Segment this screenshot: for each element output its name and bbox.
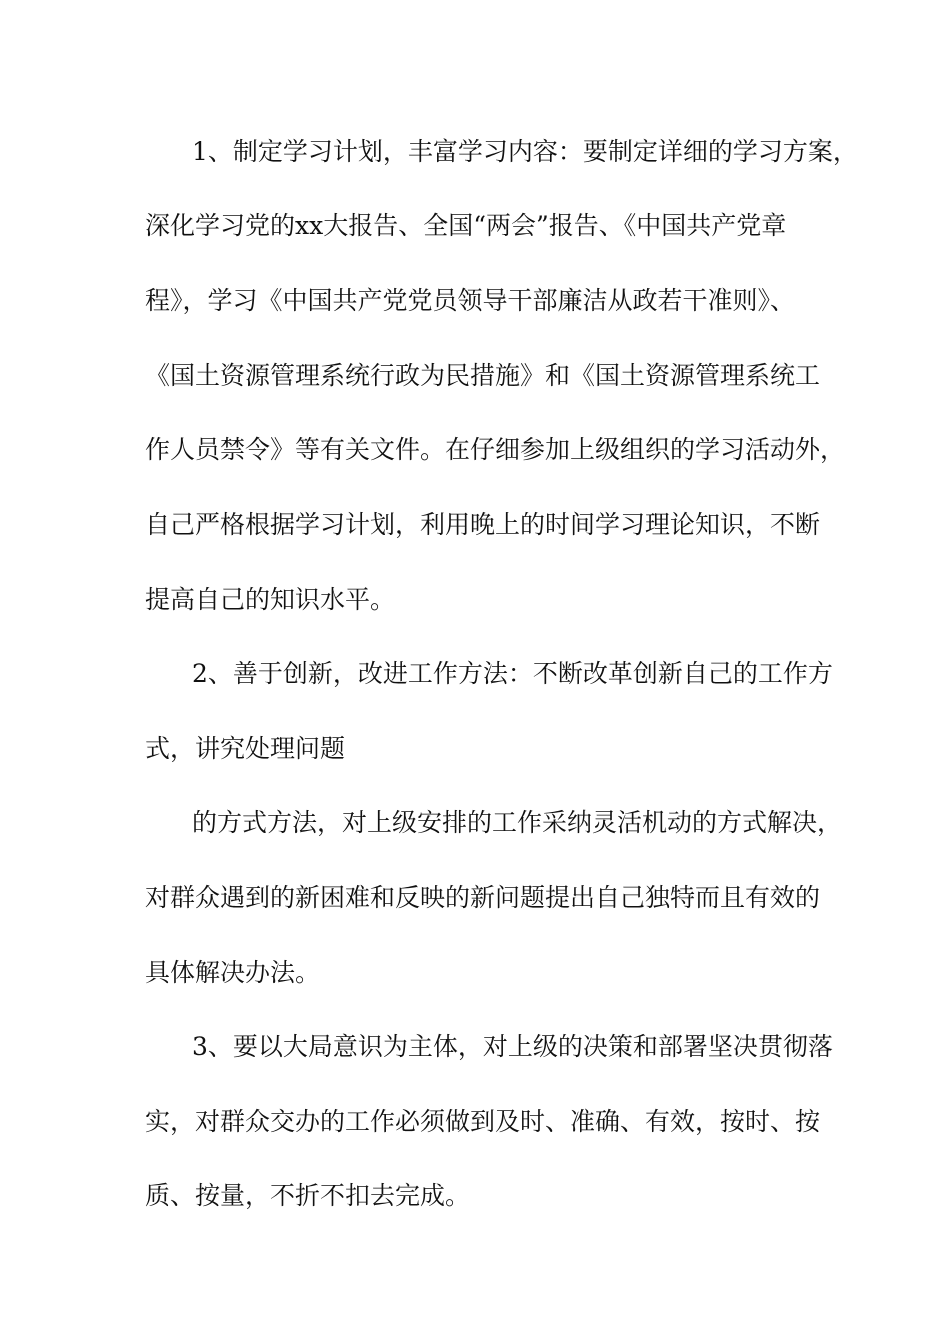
text-line: 程》，学习《中国共产党党员领导干部廉洁从政若干准则》、: [145, 286, 796, 315]
text-line: 1、制定学习计划，丰富学习内容：要制定详细的学习方案，: [192, 137, 858, 166]
text-line: 具体解决办法。: [145, 958, 321, 987]
text-line: 的方式方法，对上级安排的工作采纳灵活机动的方式解决，: [192, 808, 843, 837]
text-line: 对群众遇到的新困难和反映的新问题提出自己独特而且有效的: [145, 883, 821, 912]
text-line: 自己严格根据学习计划，利用晚上的时间学习理论知识，不断: [145, 510, 821, 539]
text-line: 《国土资源管理系统行政为民措施》和《国土资源管理系统工: [145, 361, 821, 390]
text-line: 质、按量，不折不扣去完成。: [145, 1181, 471, 1210]
text-line: 深化学习党的xx大报告、全国“两会”报告、《中国共产党章: [145, 211, 787, 240]
text-line: 实，对群众交办的工作必须做到及时、准确、有效，按时、按: [145, 1107, 821, 1136]
text-line: 3、要以大局意识为主体，对上级的决策和部署坚决贯彻落: [192, 1032, 833, 1061]
text-line: 作人员禁令》等有关文件。在仔细参加上级组织的学习活动外，: [145, 435, 846, 464]
text-line: 式，讲究处理问题: [145, 734, 346, 763]
text-line: 2、善于创新，改进工作方法：不断改革创新自己的工作方: [192, 659, 833, 688]
text-line: 提高自己的知识水平。: [145, 585, 396, 614]
